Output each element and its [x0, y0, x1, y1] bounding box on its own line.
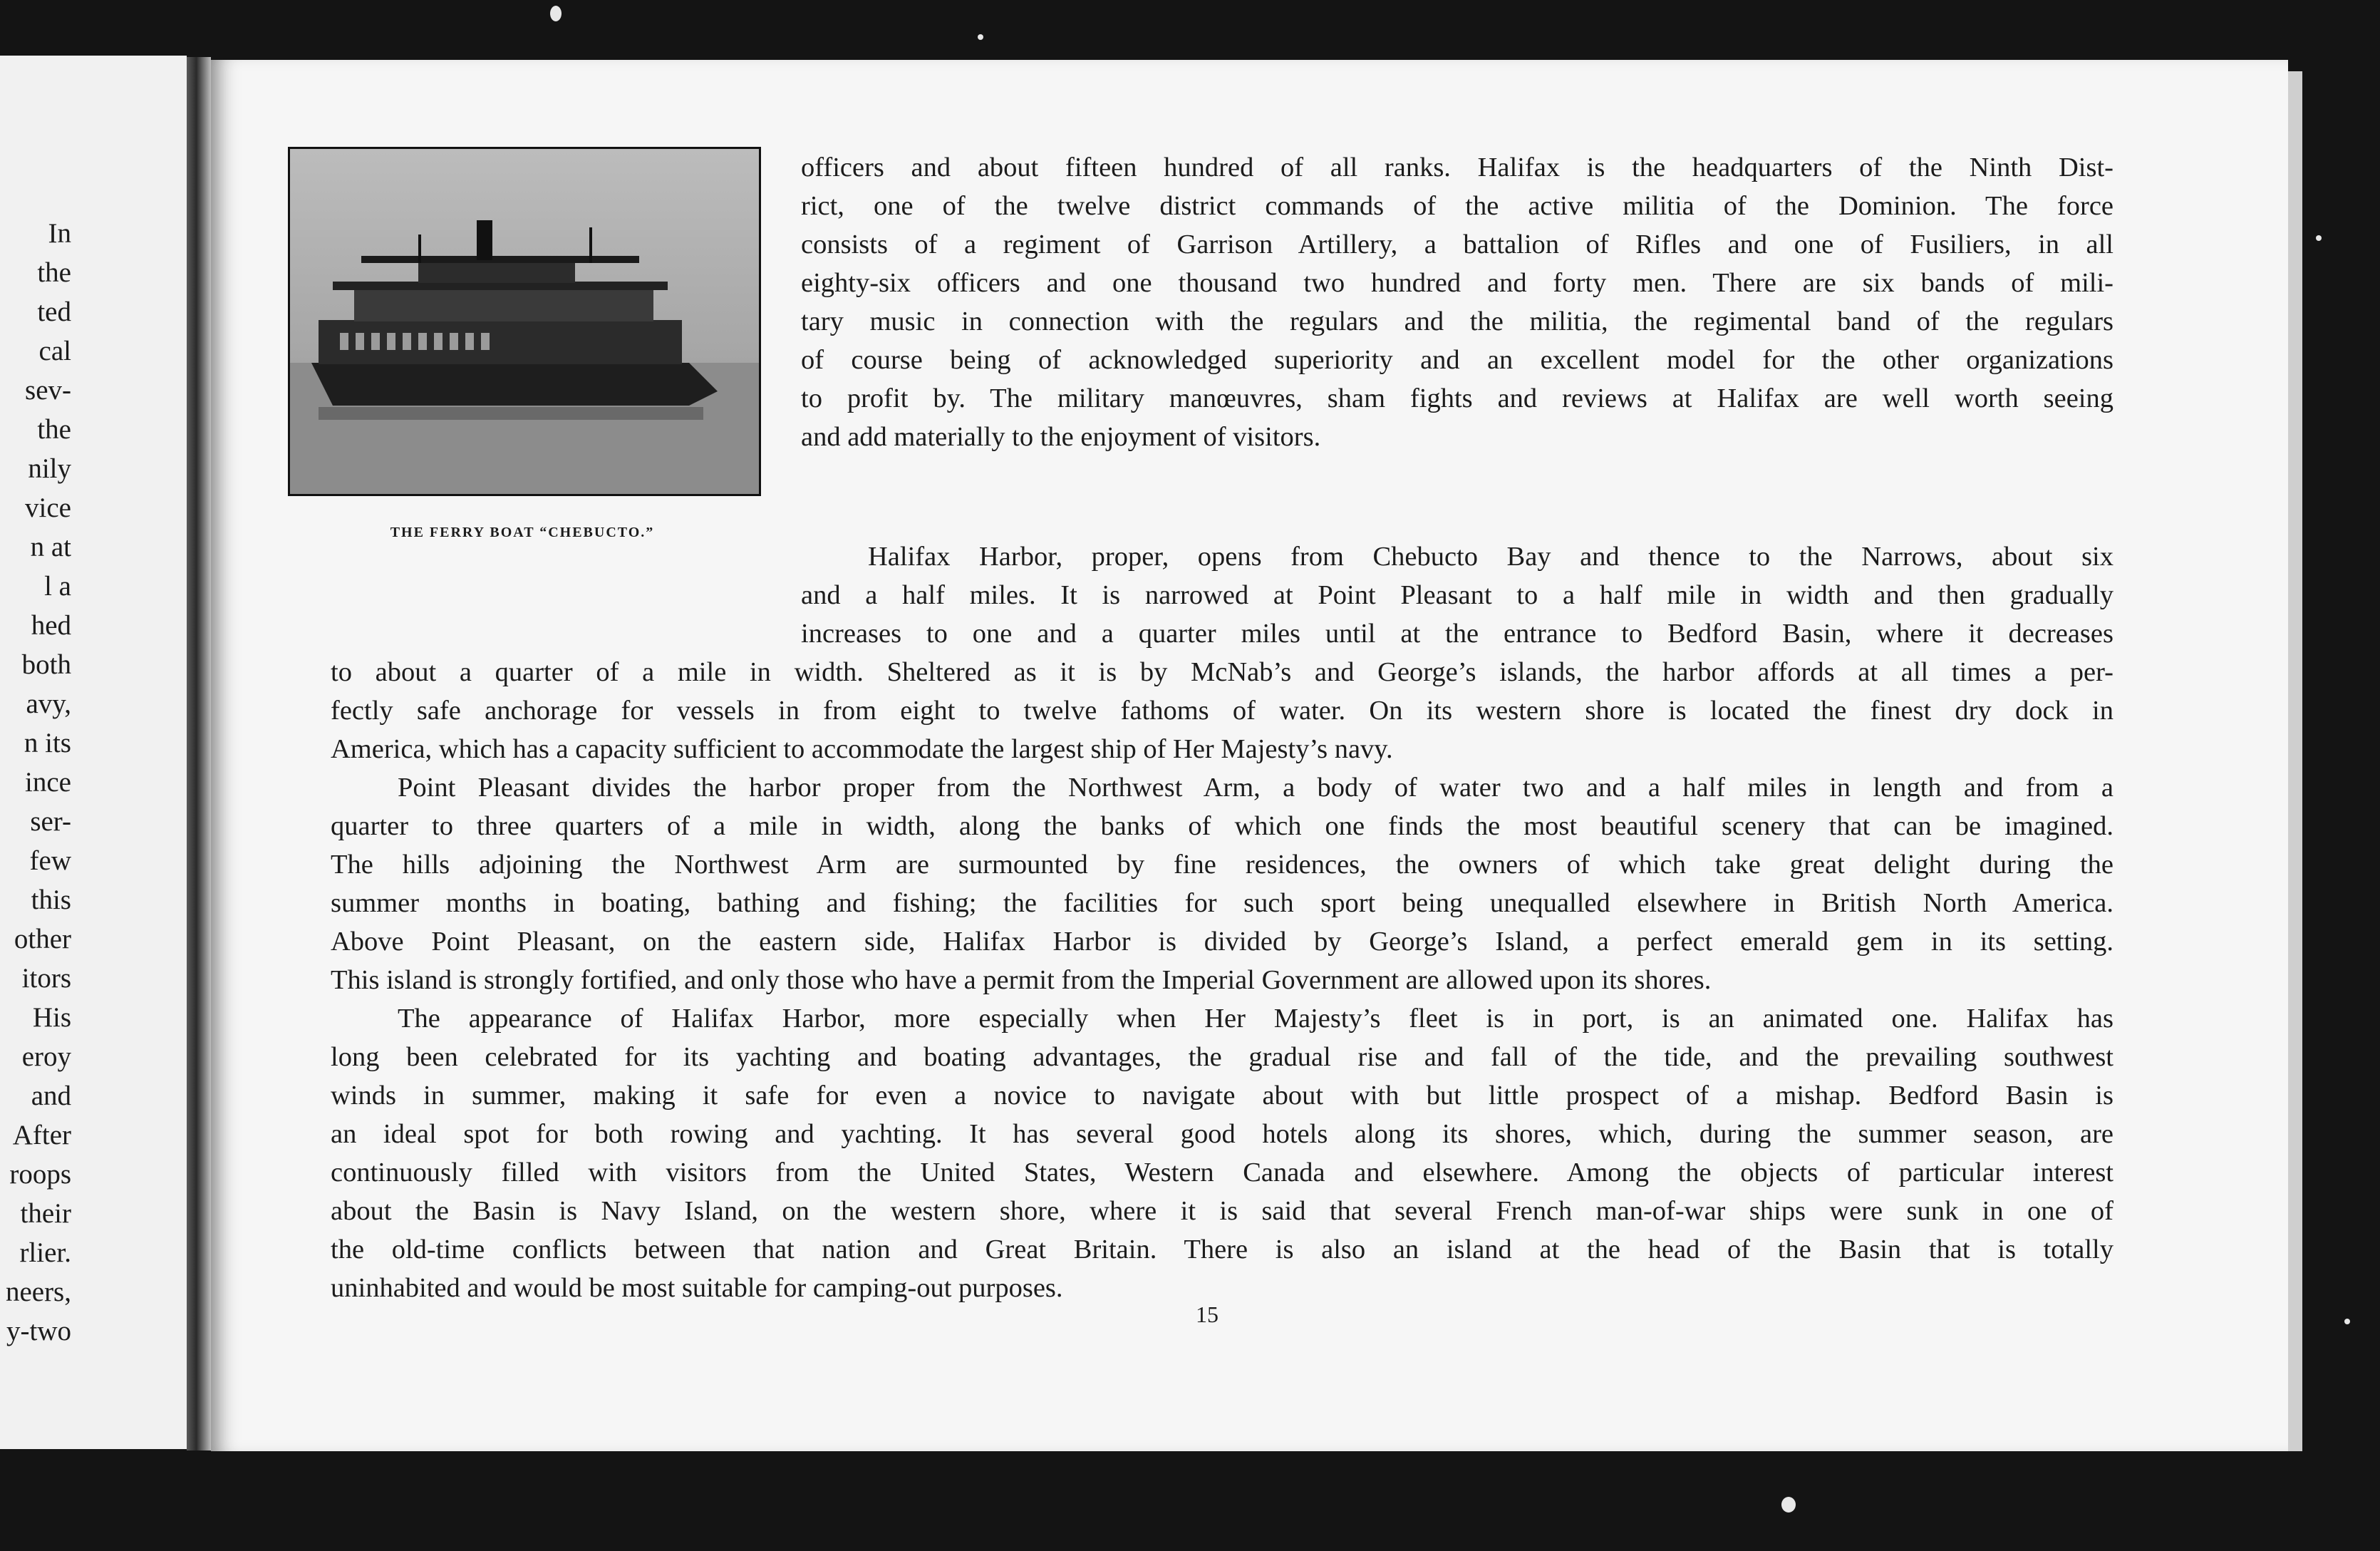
text-line: America, which has a capacity sufficient to accommodate the largest ship of Her Majesty’s navy. — [331, 734, 1393, 764]
left-page-fragment: His — [32, 1002, 71, 1033]
dust-speck — [1781, 1497, 1796, 1513]
left-page-fragment: other — [14, 924, 71, 954]
text-line: The hills adjoining the Northwest Arm are surmounted by fine residences, the owners of which take great delight during the — [331, 850, 2113, 880]
paragraph-4 — [331, 999, 2113, 1307]
text-line: uninhabited and would be most suitable for camping-out purposes. — [331, 1273, 1063, 1303]
ferry-boat-illustration — [290, 149, 759, 494]
text-line: long been celebrated for its yachting and boating advantages, the gradual rise and fall of the tide, and the prevailing southwest — [331, 1042, 2113, 1072]
left-page-fragment: hed — [31, 610, 71, 641]
left-page-fragment: the — [37, 257, 71, 288]
book-spine — [187, 57, 211, 1450]
text-line: summer months in boating, bathing and fishing; the facilities for such sport being unequalled elsewhere in British North America. — [331, 888, 2113, 918]
left-page-fragment: y-two — [6, 1316, 71, 1346]
left-page-fragment: ser- — [30, 806, 71, 837]
left-page-fragment: avy, — [26, 689, 71, 719]
text-line: This island is strongly fortified, and only those who have a permit from the Imperial Government are allowed upon its shores. — [331, 965, 1712, 995]
right-page — [211, 60, 2288, 1451]
ferry-boat-photo — [288, 147, 761, 496]
paragraph-2-wide — [331, 653, 2113, 768]
left-page-fragment: eroy — [21, 1041, 71, 1072]
text-line: quarter to three quarters of a mile in width, along the banks of which one finds the most beautiful scenery that can be imagined. — [331, 811, 2113, 841]
left-page-fragment: ince — [25, 767, 71, 798]
left-page — [0, 56, 187, 1449]
left-page-fragment: and — [31, 1081, 71, 1111]
left-page-fragment: itors — [21, 963, 71, 994]
text-line: consists of a regiment of Garrison Artillery, a battalion of Rifles and one of Fusiliers, in all — [801, 230, 2113, 259]
left-page-fragment: After — [12, 1120, 71, 1150]
text-line: Halifax Harbor, proper, opens from Chebucto Bay and thence to the Narrows, about six — [868, 542, 2113, 572]
dust-speck — [2316, 235, 2322, 241]
left-page-text-fragments — [0, 214, 71, 1351]
left-page-fragment: this — [31, 885, 71, 915]
figure-caption: THE FERRY BOAT “CHEBUCTO.” — [390, 525, 655, 540]
text-line: the old-time conflicts between that nation and Great Britain. There is also an island at the head of the Basin that is totally — [331, 1235, 2113, 1264]
left-page-fragment: nily — [28, 453, 71, 484]
dust-speck — [550, 6, 562, 21]
left-page-fragment: ted — [37, 297, 71, 327]
left-page-fragment: vice — [25, 493, 71, 523]
text-line: to profit by. The military manœuvres, sham fights and reviews at Halifax are well worth seeing — [801, 383, 2113, 413]
left-page-fragment: rlier. — [19, 1237, 71, 1268]
text-line: of course being of acknowledged superiority and an excellent model for the other organizations — [801, 345, 2113, 375]
left-page-fragment: In — [48, 218, 71, 249]
text-line: winds in summer, making it safe for even a novice to navigate about with but little prospect of a mishap. Bedford Basin is — [331, 1081, 2113, 1111]
text-line: Point Pleasant divides the harbor proper from the Northwest Arm, a body of water two and a half miles in length and from a — [398, 773, 2113, 803]
text-line: eighty-six officers and one thousand two hundred and forty men. There are six bands of mili- — [801, 268, 2113, 298]
text-line: and add materially to the enjoyment of visitors. — [801, 422, 1321, 452]
left-page-fragment: both — [21, 649, 71, 680]
page-edge — [2288, 71, 2302, 1451]
left-page-fragment: the — [37, 414, 71, 445]
left-page-fragment: few — [29, 845, 71, 876]
text-line: rict, one of the twelve district commands of the active militia of the Dominion. The force — [801, 191, 2113, 221]
text-line: Above Point Pleasant, on the eastern side, Halifax Harbor is divided by George’s Island, a perfect emerald gem in its setting. — [331, 927, 2113, 957]
text-line: an ideal spot for both rowing and yachting. It has several good hotels along its shores, which, during the summer season, are — [331, 1119, 2113, 1149]
paragraph-2-narrow — [801, 537, 2113, 653]
text-line: to about a quarter of a mile in width. Sheltered as it is by McNab’s and George’s islands, the harbor affords at all times a per- — [331, 657, 2113, 687]
dust-speck — [2344, 1319, 2350, 1324]
dust-speck — [978, 34, 983, 40]
text-line: fectly safe anchorage for vessels in from eight to twelve fathoms of water. On its western shore is located the finest dry dock in — [331, 696, 2113, 726]
left-page-fragment: neers, — [5, 1277, 71, 1307]
left-page-fragment: roops — [9, 1159, 71, 1190]
left-page-fragment: their — [20, 1198, 71, 1229]
page-number: 15 — [1196, 1302, 1219, 1327]
text-line: officers and about fifteen hundred of all ranks. Halifax is the headquarters of the Ninth Dist- — [801, 153, 2113, 182]
text-line: increases to one and a quarter miles until at the entrance to Bedford Basin, where it decreases — [801, 619, 2113, 649]
text-line: about the Basin is Navy Island, on the western shore, where it is said that several French man-of-war ships were sunk in one of — [331, 1196, 2113, 1226]
paragraph-3 — [331, 768, 2113, 999]
left-page-fragment: l a — [44, 571, 71, 602]
left-page-fragment: cal — [38, 336, 71, 366]
text-line: tary music in connection with the regulars and the militia, the regimental band of the regulars — [801, 306, 2113, 336]
text-line: continuously filled with visitors from the United States, Western Canada and elsewhere. Among the objects of particular interest — [331, 1158, 2113, 1187]
text-line: The appearance of Halifax Harbor, more especially when Her Majesty’s fleet is in port, is an animated one. Halifax has — [398, 1004, 2113, 1034]
paragraph-1 — [801, 148, 2113, 456]
left-page-fragment: n at — [30, 532, 71, 562]
left-page-fragment: sev- — [25, 375, 71, 406]
text-line: and a half miles. It is narrowed at Point Pleasant to a half mile in width and then gradually — [801, 580, 2113, 610]
left-page-fragment: n its — [24, 728, 71, 758]
